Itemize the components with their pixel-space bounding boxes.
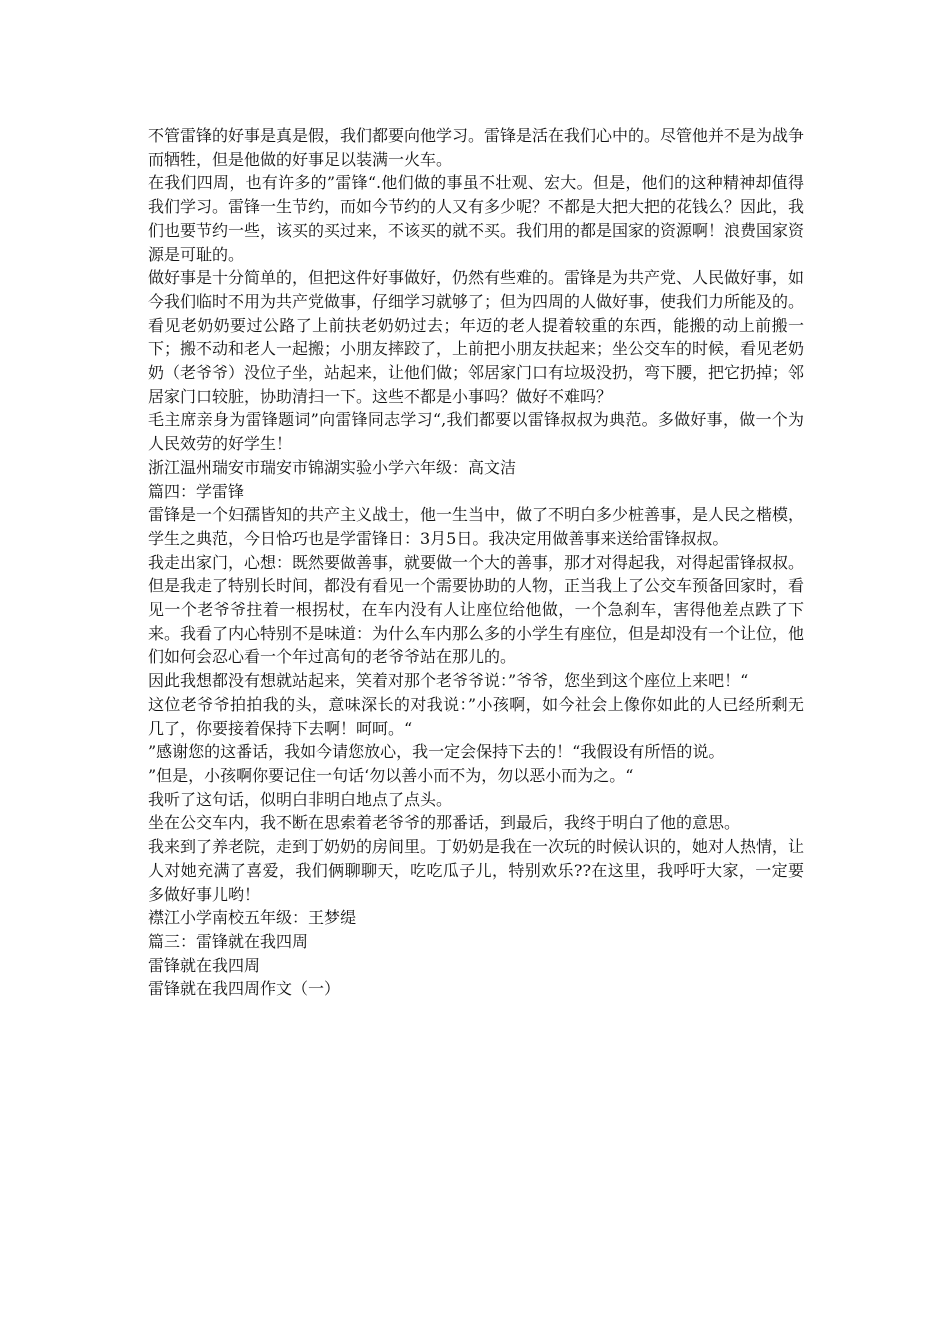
paragraph: 不管雷锋的好事是真是假，我们都要向他学习。雷锋是活在我们心中的。尽管他并不是为战争而牺牲，但是他做的好事足以装满一火车。: [148, 126, 805, 169]
article-title: 雷锋就在我四周: [148, 955, 261, 975]
section-heading: 篇四：学雷锋: [148, 481, 245, 501]
document-body: [148, 124, 804, 1001]
paragraph: 雷锋是一个妇孺皆知的共产主义战士，他一生当中，做了不明白多少桩善事，是人民之楷模，学生之典范，今日恰巧也是学雷锋日：3月5日。我决定用做善事来送给雷锋叔叔。: [148, 505, 805, 548]
article-subtitle: 雷锋就在我四周作文（一）: [148, 979, 341, 999]
paragraph: 因此我想都没有想就站起来，笑着对那个老爷爷说：”爷爷，您坐到这个座位上来吧！“: [148, 671, 749, 691]
paragraph: ”感谢您的这番话，我如今请您放心，我一定会保持下去的！“我假设有所悟的说。: [148, 742, 725, 762]
paragraph: 在我们四周，也有许多的”雷锋“.他们做的事虽不壮观、宏大。但是，他们的这种精神却值得我们学习。雷锋一生节约，而如今节约的人又有多少呢？不都是大把大把的花钱么？因此，我们也要节约一些，该买的买过来，不该买的就不买。我们用的都是国家的资源啊！浪费国家资源是可耻的。: [148, 173, 805, 264]
paragraph: 这位老爷爷拍拍我的头，意味深长的对我说：”小孩啊，如今社会上像你如此的人已经所剩无几了，你要接着保持下去啊！呵呵。“: [148, 694, 804, 738]
paragraph: 我走出家门，心想：既然要做善事，就要做一个大的善事，那才对得起我，对得起雷锋叔叔。但是我走了特别长时间，都没有看见一个需要协助的人物，正当我上了公交车预备回家时，看见一个老爷爷拄着一根拐杖，在车内没有人让座位给他做，一个急刹车，害得他差点跌了下来。我看了内心特别不是味道：为什么车内那么多的小学生有座位，但是却没有一个让位，他们如何会忍心看一个年过高旬的老爷爷站在那儿的。: [148, 552, 805, 667]
paragraph: 做好事是十分简单的，但把这件好事做好，仍然有些难的。雷锋是为共产党、人民做好事，如今我们临时不用为共产党做事，仔细学习就够了；但为四周的人做好事，使我们力所能及的。看见老奶奶要过公路了上前扶老奶奶过去；年迈的老人提着较重的东西，能搬的动上前搬一下；搬不动和老人一起搬；小朋友摔跤了，上前把小朋友扶起来；坐公交车的时候，看见老奶奶（老爷爷）没位子坐，站起来，让他们做；邻居家门口有垃圾没扔，弯下腰，把它扔掉；邻居家门口较脏，协助清扫一下。这些不都是小事吗？做好不难吗？: [148, 268, 805, 406]
paragraph: 我听了这句话，似明白非明白地点了点头。: [148, 789, 453, 809]
section-heading: 篇三：雷锋就在我四周: [148, 931, 309, 951]
author-line: 浙江温州瑞安市瑞安市锦湖实验小学六年级：高文洁: [148, 457, 517, 477]
paragraph: 坐在公交车内，我不断在思索着老爷爷的那番话，到最后，我终于明白了他的意思。: [148, 813, 741, 833]
paragraph: 我来到了养老院，走到丁奶奶的房间里。丁奶奶是我在一次玩的时候认识的，她对人热情，让人对她充满了喜爱，我们俩聊聊天，吃吃瓜子儿，特别欢乐??在这里，我呼吁大家，一定要多做好事儿哟！: [148, 837, 805, 904]
paragraph: ”但是，小孩啊你要记住一句话‘勿以善小而不为，勿以恶小而为之。“: [148, 765, 634, 785]
author-line: 襟江小学南校五年级：王梦缇: [148, 908, 357, 928]
paragraph: 毛主席亲身为雷锋题词”向雷锋同志学习“,我们都要以雷锋叔叔为典范。多做好事，做一个为人民效劳的好学生！: [148, 410, 804, 454]
